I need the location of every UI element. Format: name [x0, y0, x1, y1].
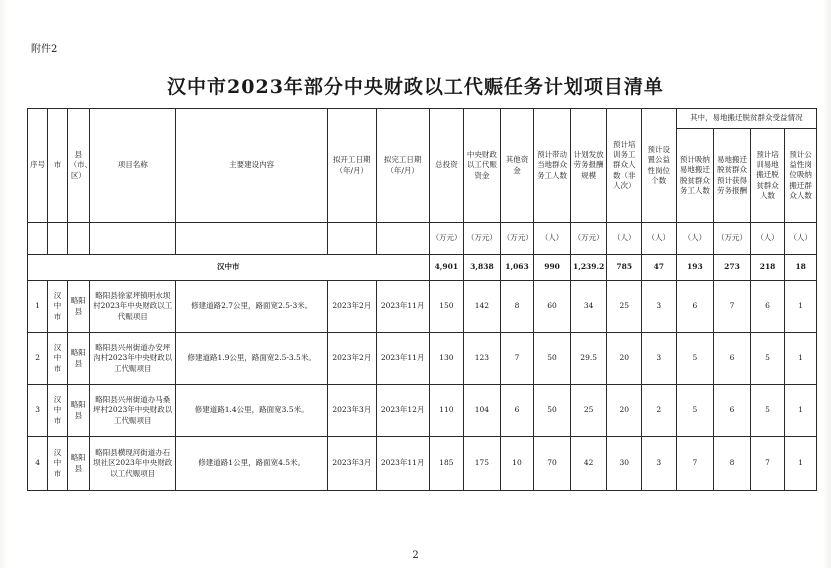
project-plan-table	[27, 108, 817, 491]
header-end-date: 拟完工日期（年/月）	[376, 109, 429, 223]
table-row	[28, 333, 817, 385]
row-labor-pay: 25	[570, 385, 607, 437]
row-end-date: 2023年11月	[376, 281, 429, 333]
total-public-posts: 47	[642, 255, 677, 281]
row-county: 略阳县	[67, 333, 89, 385]
row-seq: 4	[28, 437, 48, 491]
row-seq: 2	[28, 333, 48, 385]
unit-other-funds: （万元）	[500, 223, 534, 255]
total-other-funds: 1,063	[500, 255, 534, 281]
row-relocated-employ: 6	[676, 281, 714, 333]
table-row	[28, 281, 817, 333]
row-end-date: 2023年11月	[376, 333, 429, 385]
header-public-posts: 预计设置公益性岗位个数	[642, 109, 677, 223]
row-county: 略阳县	[67, 281, 89, 333]
row-city: 汉中市	[48, 281, 67, 333]
row-project-name: 略阳县兴州街道办马桑坪村2023年中央财政以工代赈项目	[90, 385, 176, 437]
header-county: 县（市、区）	[67, 109, 89, 223]
header-seq: 序号	[28, 109, 48, 223]
row-labor-pay: 34	[570, 281, 607, 333]
row-project-name: 略阳县横现河街道办石坝社区2023年中央财政以工代赈项目	[90, 437, 176, 491]
units-empty-cell	[48, 223, 67, 255]
total-central-funds: 3,838	[464, 255, 501, 281]
row-end-date: 2023年12月	[376, 385, 429, 437]
row-seq: 1	[28, 281, 48, 333]
row-county: 略阳县	[67, 385, 89, 437]
header-total-investment: 总投资	[429, 109, 464, 223]
row-public-posts: 3	[642, 281, 677, 333]
row-project-name: 略阳县兴州街道办安坪沟村2023年中央财政以工代赈项目	[90, 333, 176, 385]
row-seq: 3	[28, 385, 48, 437]
row-relocated-pay: 6	[714, 333, 751, 385]
row-relocated-training: 5	[750, 333, 785, 385]
unit-labor-pay: （万元）	[570, 223, 607, 255]
row-public-posts: 3	[642, 333, 677, 385]
header-labor-pay: 计划发放劳务报酬规模	[570, 109, 607, 223]
row-total-investment: 185	[429, 437, 464, 491]
unit-relocated-pay: （万元）	[714, 223, 751, 255]
header-content: 主要建设内容	[176, 109, 327, 223]
total-relocated-training: 218	[750, 255, 785, 281]
total-labor-pay: 1,239.2	[570, 255, 607, 281]
row-employ-count: 60	[534, 281, 571, 333]
row-public-posts: 3	[642, 437, 677, 491]
total-employ-count: 990	[534, 255, 571, 281]
header-start-date: 拟开工日期（年/月）	[327, 109, 376, 223]
attachment-label: 附件2	[31, 44, 58, 55]
total-label: 汉中市	[28, 255, 430, 281]
row-city: 汉中市	[48, 437, 67, 491]
header-row-1	[28, 109, 817, 129]
row-total-investment: 110	[429, 385, 464, 437]
row-start-date: 2023年3月	[327, 385, 376, 437]
row-labor-pay: 42	[570, 437, 607, 491]
header-relocated-employ: 预计吸纳易地搬迁脱贫群众务工人数	[676, 129, 714, 223]
total-relocated-employ: 193	[676, 255, 714, 281]
row-relocated-posts: 1	[785, 385, 817, 437]
row-relocated-posts: 1	[785, 281, 817, 333]
page-number: 2	[412, 550, 419, 561]
header-employ-count: 预计带动当地群众务工人数	[534, 109, 571, 223]
unit-relocated-training: （人）	[750, 223, 785, 255]
header-relocated-training: 预计培训易地搬迁脱贫群众人数	[750, 129, 785, 223]
row-project-name: 略阳县徐家坪镇明水坝村2023年中央财政以工代赈项目	[90, 281, 176, 333]
row-central-funds: 142	[464, 281, 501, 333]
row-central-funds: 175	[464, 437, 501, 491]
row-city: 汉中市	[48, 333, 67, 385]
total-total-investment: 4,901	[429, 255, 464, 281]
header-training: 预计培训务工群众人数（非人次）	[607, 109, 642, 223]
unit-public-posts: （人）	[642, 223, 677, 255]
header-other-funds: 其他资金	[500, 109, 534, 223]
row-city: 汉中市	[48, 385, 67, 437]
total-row	[28, 255, 817, 281]
row-relocated-posts: 1	[785, 437, 817, 491]
units-empty-cell	[67, 223, 89, 255]
row-start-date: 2023年3月	[327, 437, 376, 491]
table-row	[28, 437, 817, 491]
unit-relocated-posts: （人）	[785, 223, 817, 255]
units-empty-cell	[90, 223, 176, 255]
row-other-funds: 10	[500, 437, 534, 491]
row-relocated-pay: 8	[714, 437, 751, 491]
row-start-date: 2023年2月	[327, 281, 376, 333]
total-relocated-pay: 273	[714, 255, 751, 281]
row-relocated-employ: 5	[676, 333, 714, 385]
row-relocated-pay: 7	[714, 281, 751, 333]
row-labor-pay: 29.5	[570, 333, 607, 385]
header-relocation-group: 其中，易地搬迁脱贫群众受益情况	[676, 109, 816, 129]
row-relocated-employ: 5	[676, 385, 714, 437]
row-end-date: 2023年11月	[376, 437, 429, 491]
row-total-investment: 130	[429, 333, 464, 385]
row-total-investment: 150	[429, 281, 464, 333]
row-other-funds: 6	[500, 385, 534, 437]
row-county: 略阳县	[67, 437, 89, 491]
unit-employ-count: （人）	[534, 223, 571, 255]
row-content: 修建道路1.9公里，路面宽2.5-3.5米。	[176, 333, 327, 385]
header-relocated-posts: 预计公益性岗位吸纳搬迁群众人数	[785, 129, 817, 223]
row-relocated-training: 6	[750, 281, 785, 333]
row-training: 20	[607, 385, 642, 437]
row-other-funds: 8	[500, 281, 534, 333]
table-row	[28, 385, 817, 437]
row-training: 20	[607, 333, 642, 385]
row-relocated-employ: 7	[676, 437, 714, 491]
unit-total-investment: （万元）	[429, 223, 464, 255]
units-empty-cell	[376, 223, 429, 255]
total-training: 785	[607, 255, 642, 281]
document-title: 汉中市2023年部分中央财政以工代赈任务计划项目清单	[167, 76, 664, 98]
row-employ-count: 50	[534, 385, 571, 437]
row-employ-count: 50	[534, 333, 571, 385]
row-relocated-pay: 6	[714, 385, 751, 437]
units-empty-cell	[176, 223, 327, 255]
header-central-funds: 中央财政以工代赈资金	[464, 109, 501, 223]
row-content: 修建道路2.7公里，路面宽2.5-3米。	[176, 281, 327, 333]
row-relocated-posts: 1	[785, 333, 817, 385]
row-central-funds: 104	[464, 385, 501, 437]
unit-relocated-employ: （人）	[676, 223, 714, 255]
row-employ-count: 70	[534, 437, 571, 491]
row-central-funds: 123	[464, 333, 501, 385]
units-empty-cell	[327, 223, 376, 255]
unit-central-funds: （万元）	[464, 223, 501, 255]
row-other-funds: 7	[500, 333, 534, 385]
units-row	[28, 223, 817, 255]
row-training: 25	[607, 281, 642, 333]
row-content: 修建道路1公里，路面宽4.5米。	[176, 437, 327, 491]
units-empty-cell	[28, 223, 48, 255]
row-public-posts: 2	[642, 385, 677, 437]
row-relocated-training: 7	[750, 437, 785, 491]
total-relocated-posts: 18	[785, 255, 817, 281]
row-start-date: 2023年2月	[327, 333, 376, 385]
header-city: 市	[48, 109, 67, 223]
header-project-name: 项目名称	[90, 109, 176, 223]
unit-training: （人）	[607, 223, 642, 255]
header-relocated-pay: 易地搬迁脱贫群众预计获得劳务报酬	[714, 129, 751, 223]
row-relocated-training: 5	[750, 385, 785, 437]
row-content: 修建道路1.4公里，路面宽3.5米。	[176, 385, 327, 437]
row-training: 30	[607, 437, 642, 491]
